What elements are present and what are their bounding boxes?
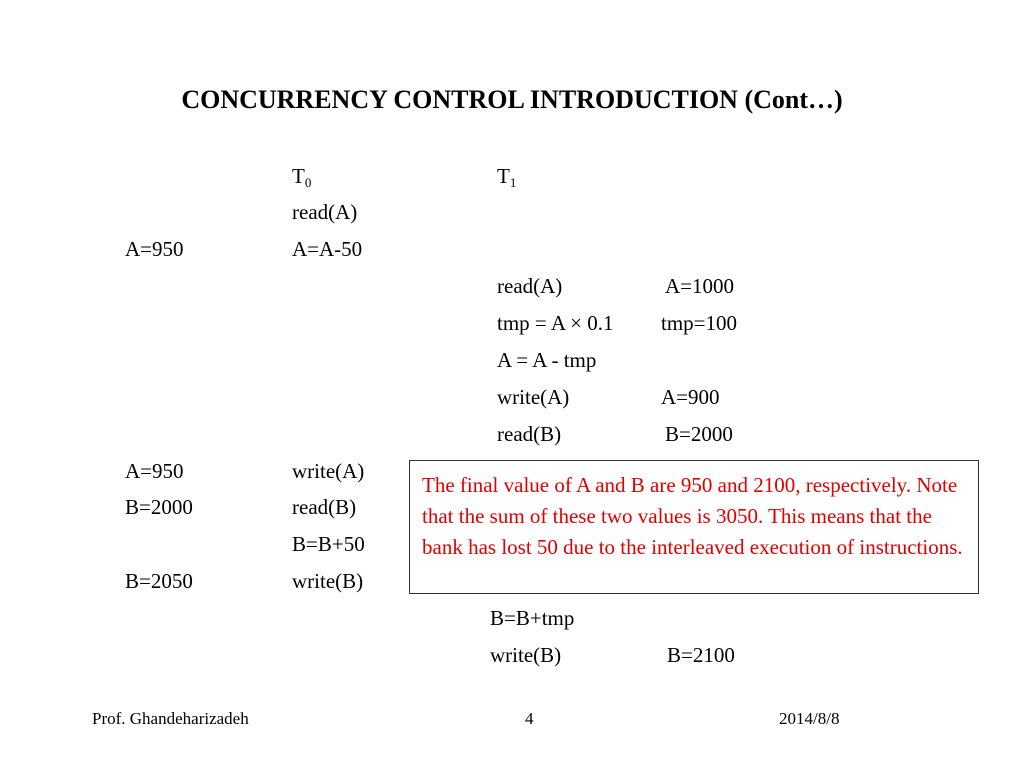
t1-write-a: write(A) bbox=[497, 385, 570, 409]
header-t0-letter: T bbox=[292, 164, 305, 188]
t1-read-a: read(A) bbox=[497, 274, 563, 298]
value-b-2100: B=2100 bbox=[667, 643, 735, 667]
t1-tmp-calc: tmp = A × 0.1 bbox=[497, 311, 614, 335]
header-t1-letter: T bbox=[497, 164, 510, 188]
header-t1-subscript: 1 bbox=[509, 175, 517, 190]
t1-read-b: read(B) bbox=[497, 422, 562, 446]
t0-b-plus-50: B=B+50 bbox=[292, 532, 365, 556]
t1-b-plus-tmp: B=B+tmp bbox=[490, 606, 575, 630]
slide-title: CONCURRENCY CONTROL INTRODUCTION (Cont…) bbox=[181, 85, 843, 114]
t0-a-minus-50: A=A-50 bbox=[292, 237, 363, 261]
t0-write-b: write(B) bbox=[292, 569, 364, 593]
value-a-950-second: A=950 bbox=[125, 459, 184, 483]
value-a-1000: A=1000 bbox=[665, 274, 735, 298]
t1-write-b: write(B) bbox=[490, 643, 562, 667]
t0-read-a: read(A) bbox=[292, 200, 358, 224]
value-tmp-100: tmp=100 bbox=[661, 311, 738, 335]
t0-write-a: write(A) bbox=[292, 459, 365, 483]
header-t0-subscript: 0 bbox=[304, 175, 312, 190]
header-t0 bbox=[292, 163, 311, 189]
t0-read-b: read(B) bbox=[292, 495, 357, 519]
footer-page-number: 4 bbox=[525, 709, 534, 728]
header-t1 bbox=[497, 163, 516, 189]
explanation-note-box: The final value of A and B are 950 and 2100, respectively. Note that the sum of these two values is 3050. This means that the bank has lost 50 due to the interleaved execution of instructions. bbox=[409, 460, 979, 594]
t1-a-minus-tmp: A = A - tmp bbox=[497, 348, 597, 372]
value-b-2050: B=2050 bbox=[125, 569, 193, 593]
value-b-2000-t1: B=2000 bbox=[665, 422, 733, 446]
value-a-900: A=900 bbox=[661, 385, 720, 409]
footer-date: 2014/8/8 bbox=[779, 709, 840, 728]
value-b-2000-t0: B=2000 bbox=[125, 495, 193, 519]
footer-author: Prof. Ghandeharizadeh bbox=[92, 709, 249, 728]
value-a-950-first: A=950 bbox=[125, 237, 184, 261]
